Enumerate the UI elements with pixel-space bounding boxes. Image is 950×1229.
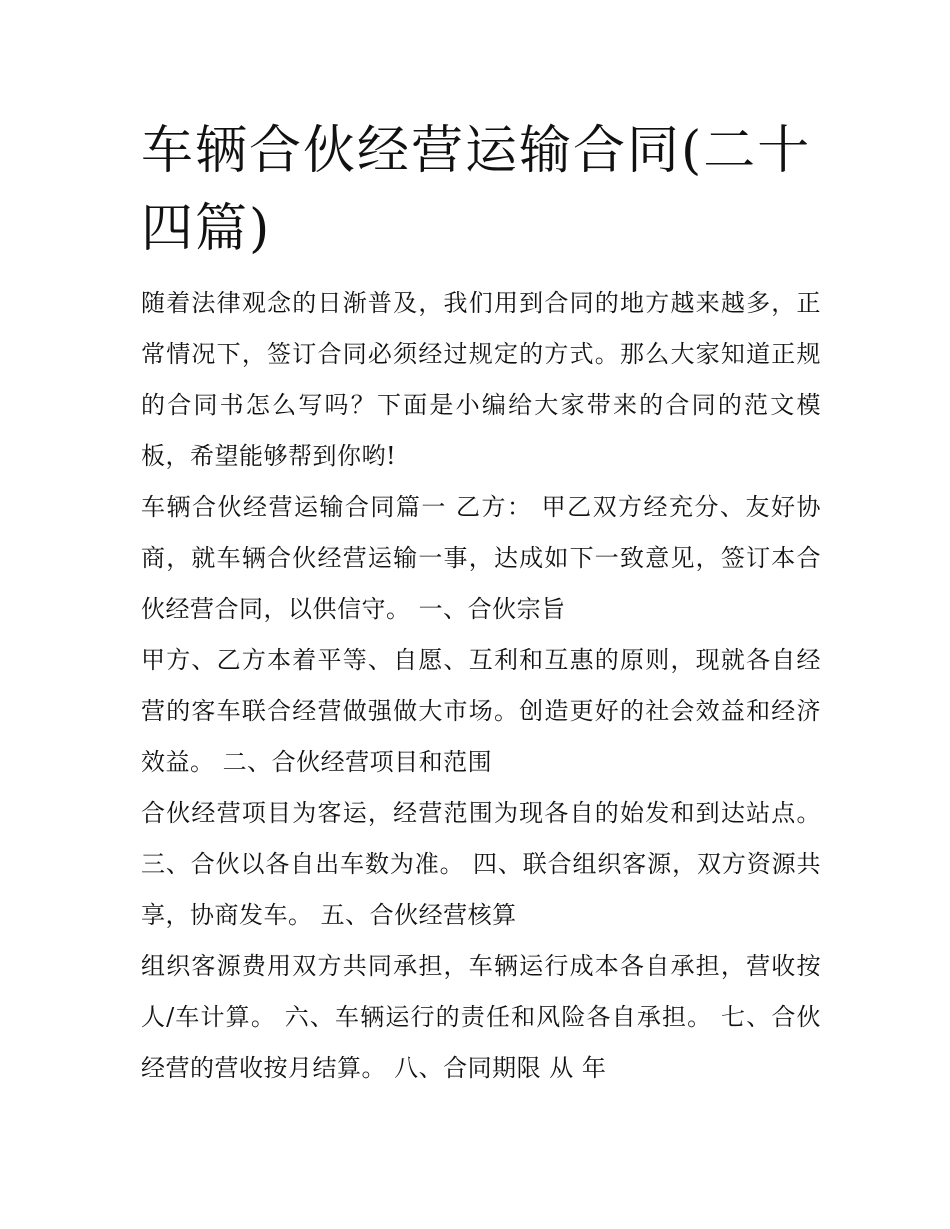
paragraph-partnership-purpose: 甲方、乙方本着平等、自愿、互利和互惠的原则，现就各自经营的客车联合经营做强做大市场。创造更好的社会效益和经济效益。 二、合伙经营项目和范围 [141,646,821,776]
document-body [141,278,821,1094]
paragraph-intro: 随着法律观念的日渐普及，我们用到合同的地方越来越多，正常情况下，签订合同必须经过规定的方式。那么大家知道正规的合同书怎么写吗？下面是小编给大家带来的合同的范文模板，希望能够帮到你哟! [141,289,821,470]
document-title: 车辆合伙经营运输合同(二十四篇) [141,121,812,259]
paragraph-accounting: 组织客源费用双方共同承担，车辆运行成本各自承担，营收按人/车计算。 六、车辆运行的责任和风险各自承担。 七、合伙经营的营收按月结算。 八、合同期限 从 年 [141,952,821,1082]
paragraph-business-scope: 合伙经营项目为客运，经营范围为现各自的始发和到达站点。 三、合伙以各自出车数为准。 四、联合组织客源，双方资源共享，协商发车。 五、合伙经营核算 [141,799,821,929]
paragraph-contract-opening: 车辆合伙经营运输合同篇一 乙方： 甲乙双方经充分、友好协商，就车辆合伙经营运输一事，达成如下一致意见，签订本合伙经营合同，以供信守。 一、合伙宗旨 [141,493,821,623]
